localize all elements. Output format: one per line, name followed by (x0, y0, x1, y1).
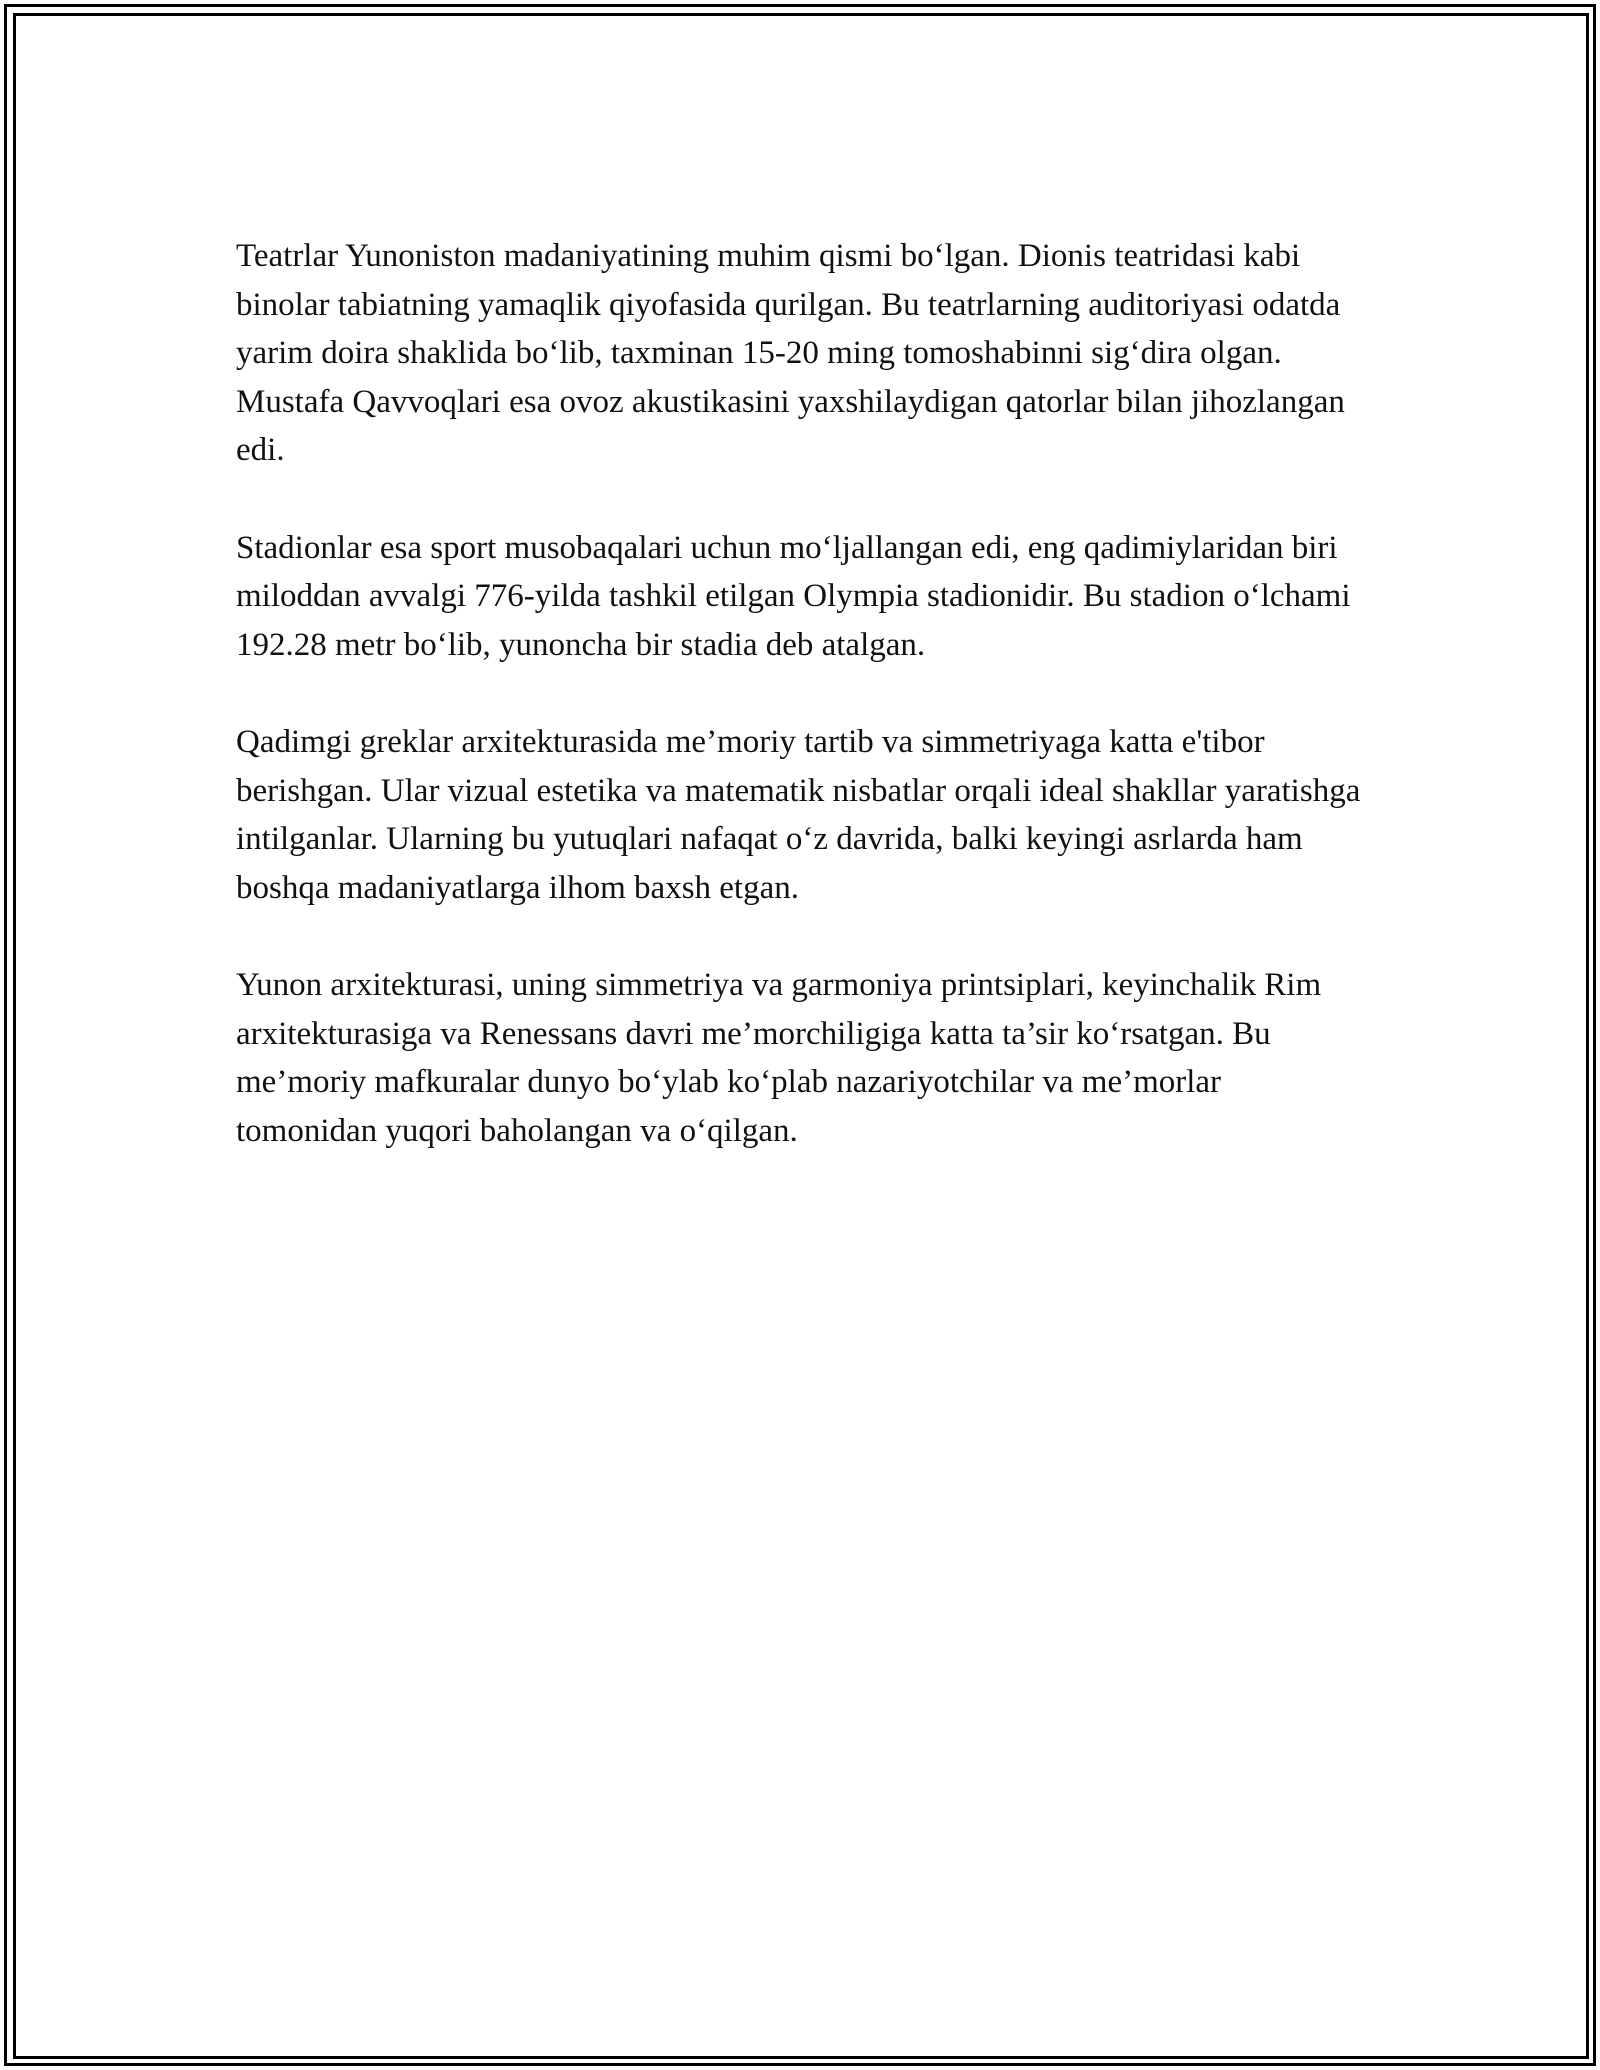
paragraph-architecture-order: Qadimgi greklar arxitekturasida me’moriy tartib va simmetriyaga katta e'tibor berishgan. Ular vizual estetika va matematik nisbatlar orqali ideal shakllar yaratishga intilganlar. Ularning bu yutuqlari nafaqat o‘z davrida, balki keyingi asrlarda ham boshqa madaniyatlarga ilhom baxsh etgan. (236, 724, 1361, 906)
paragraph-theatres: Teatrlar Yunoniston madaniyatining muhim qismi bo‘lgan. Dionis teatridasi kabi binolar tabiatning yamaqlik qiyofasida qurilgan. Bu teatrlarning auditoriyasi odatda yarim doira shaklida bo‘lib, taxminan 15-20 ming tomoshabinni sig‘dira olgan. Mustafa Qavvoqlari esa ovoz akustikasini yaxshilaydigan qatorlar bilan jihozlangan edi. (236, 238, 1345, 468)
paragraph-influence: Yunon arxitekturasi, uning simmetriya va garmoniya printsiplari, keyinchalik Rim arxitekturasiga va Renessans davri me’morchiligiga katta ta’sir ko‘rsatgan. Bu me’moriy mafkuralar dunyo bo‘ylab ko‘plab nazariyotchilar va me’morlar tomonidan yuqori baholangan va o‘qilgan. (236, 967, 1322, 1149)
paragraph-stadiums: Stadionlar esa sport musobaqalari uchun mo‘ljallangan edi, eng qadimiylaridan biri miloddan avvalgi 776-yilda tashkil etilgan Olympia stadionidir. Bu stadion o‘lchami 192.28 metr bo‘lib, yunoncha bir stadia deb atalgan. (236, 529, 1351, 663)
document-body (236, 232, 1366, 1204)
